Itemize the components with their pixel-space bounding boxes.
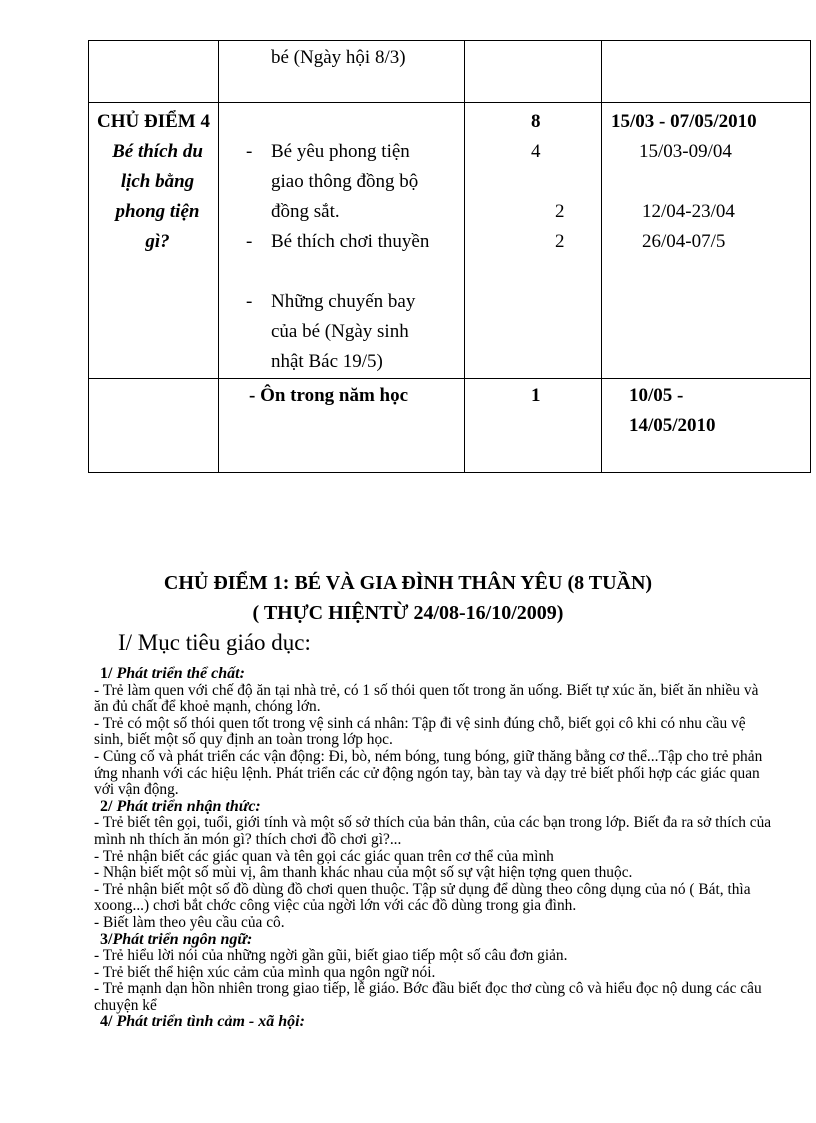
topic-line: nhật Bác 19/5) <box>271 351 383 372</box>
topic-line: đồng sắt. <box>271 201 340 222</box>
table-cell <box>89 41 219 103</box>
paragraph: - Trẻ có một số thói quen tốt trong vệ sinh cá nhân: Tập đi vệ sinh đúng chỗ, biết gọi cô khi có nhu cầu vệ sinh, biết một số quy định an toàn trong lớp học. <box>94 714 746 749</box>
table-cell <box>465 41 602 103</box>
paragraph: - Củng cố và phát triển các vận động: Đi, bò, ném bóng, tung bóng, giữ thăng bằng cơ thể...Tập cho trẻ phản ứng nhanh với các hiệu lệnh. Phát triển các cử động ngón tay, bàn tay và dạy trẻ biết phối hợp các giác quan với vận động. <box>94 747 763 799</box>
theme-subtitle-line: phong tiện <box>115 201 200 222</box>
weeks-value: 4 <box>531 141 541 162</box>
date-total: 15/03 - 07/05/2010 <box>611 111 757 132</box>
subsection-title: Phát triển thể chất: <box>116 665 245 682</box>
table-cell <box>89 379 219 473</box>
page-subtitle: ( THỰC HIỆNTỪ 24/08-16/10/2009) <box>252 602 564 624</box>
theme-title: CHỦ ĐIỂM 4 <box>97 111 210 132</box>
table-cell <box>89 103 219 379</box>
list-item: - Bé thích chơi thuyền <box>219 227 464 257</box>
paragraph: - Trẻ hiểu lời nói của những ngời gần gũi, biết giao tiếp một số câu đơn giản. <box>94 947 568 965</box>
table-cell <box>219 41 465 103</box>
table-cell <box>602 379 811 473</box>
schedule-table <box>88 40 811 473</box>
theme-subtitle-line: Bé thích du <box>112 141 203 162</box>
table-cell <box>465 379 602 473</box>
subsection-title: Phát triển tình cảm - xã hội: <box>116 1013 305 1031</box>
subsection-number: 3/ <box>100 930 113 948</box>
topic-text: bé (Ngày hội 8/3) <box>271 47 406 68</box>
table-cell <box>465 103 602 379</box>
subsection-heading <box>94 799 774 816</box>
paragraph: - Trẻ làm quen với chế độ ăn tại nhà trẻ, có 1 số thói quen tốt trong ăn uống. Biết tự xúc ăn, biết ăn nhiều và ăn đủ chất để khoẻ mạnh, chóng lớn. <box>94 681 759 716</box>
paragraph: - Trẻ biết thể hiện xúc cảm của mình qua ngôn ngữ nói. <box>94 963 436 981</box>
weeks-value: 2 <box>555 231 565 252</box>
date-line: 10/05 - <box>629 385 684 406</box>
date-range: 15/03-09/04 <box>639 141 732 162</box>
table-cell <box>219 103 465 379</box>
date-range: 12/04-23/04 <box>642 201 735 222</box>
table-row <box>89 379 811 473</box>
paragraph: - Trẻ nhận biết các giác quan và tên gọi các giác quan trên cơ thể của mình <box>94 847 554 865</box>
table-cell <box>219 379 465 473</box>
weeks-value: 2 <box>555 201 565 222</box>
topic-line: Những chuyến bay <box>271 291 416 312</box>
list-item: - Bé yêu phong tiện giao thông đồng bộ đồng sắt. <box>219 137 464 227</box>
subsection-heading <box>94 932 774 949</box>
topic-line: Bé yêu phong tiện <box>271 141 410 162</box>
table-cell <box>602 41 811 103</box>
paragraph: - Trẻ nhận biết một số đồ dùng đồ chơi quen thuộc. Tập sử dụng để dùng theo công dụng của nó ( Bát, thìa xoong...) chơi bắt chớc công việc của ngời lớn với các đồ dùng trong gia đình. <box>94 880 751 915</box>
paragraph: - Trẻ biết tên gọi, tuổi, giới tính và một số sở thích của bản thân, của các bạn trong lớp. Biết đa ra sở thích của mình nh thích ăn món gì? thích chơi đồ chơi gì?... <box>94 814 772 848</box>
subsection-title: Phát triển ngôn ngữ: <box>112 930 253 948</box>
table-row <box>89 41 811 103</box>
topic-line: giao thông đồng bộ <box>271 171 419 192</box>
subsection-number: 1/ <box>100 665 113 682</box>
weeks-total: 8 <box>531 111 541 132</box>
paragraph: - Biết làm theo yêu cầu của cô. <box>94 913 285 931</box>
table-cell <box>602 103 811 379</box>
date-range: 26/04-07/5 <box>642 231 726 252</box>
section-title: I/ Mục tiêu giáo dục: <box>118 630 311 655</box>
list-item: - Những chuyến bay của bé (Ngày sinh nhật Bác 19/5) <box>219 287 464 377</box>
weeks-value: 1 <box>531 385 541 406</box>
body-text <box>94 666 774 1031</box>
theme-subtitle-line: gì? <box>145 231 170 252</box>
review-text: - Ôn trong năm học <box>249 385 409 406</box>
topic-line: Bé thích chơi thuyền <box>271 231 430 252</box>
page-title: CHỦ ĐIỂM 1: BÉ VÀ GIA ĐÌNH THÂN YÊU (8 TUẦN) <box>163 572 653 594</box>
paragraph: - Nhận biết một số mùi vị, âm thanh khác nhau của một số sự vật hiện tợng quen thuộc. <box>94 864 633 882</box>
subsection-title: Phát triển nhận thức: <box>116 797 261 815</box>
date-line: 14/05/2010 <box>629 415 716 436</box>
subsection-number: 2/ <box>100 797 113 815</box>
subsection-heading <box>94 1014 774 1031</box>
paragraph: - Trẻ mạnh dạn hồn nhiên trong giao tiếp, lễ giáo. Bớc đầu biết đọc thơ cùng cô và hiểu đọc nộ dung các câu chuyện kể <box>94 980 762 1014</box>
theme-subtitle-line: lịch bằng <box>120 171 195 192</box>
subsection-number: 4/ <box>100 1013 113 1031</box>
subsection-heading <box>94 666 774 683</box>
table-row <box>89 103 811 379</box>
topic-line: của bé (Ngày sinh <box>271 321 409 342</box>
